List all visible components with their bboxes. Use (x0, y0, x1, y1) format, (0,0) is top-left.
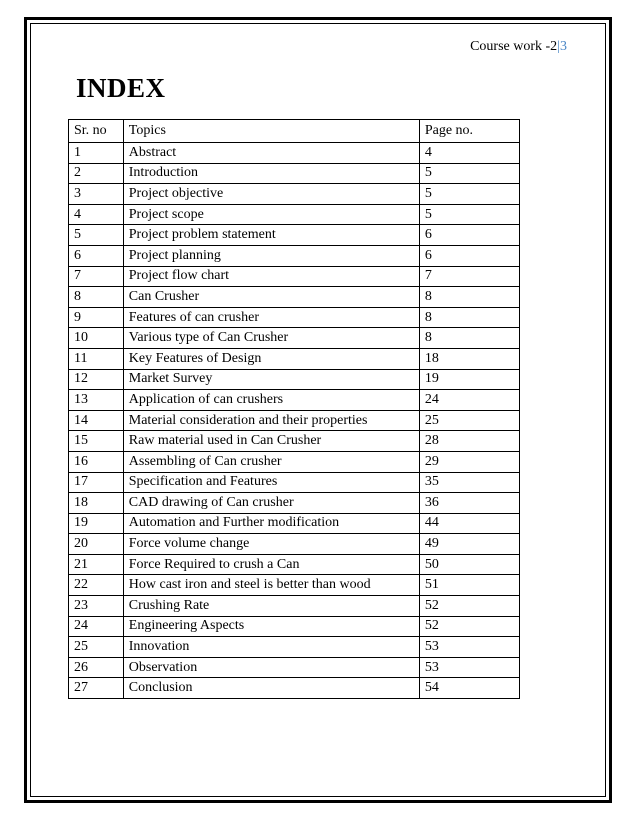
row-topic: Project planning (123, 245, 419, 266)
table-row (69, 287, 520, 308)
table-row (69, 369, 520, 390)
row-topic: How cast iron and steel is better than wood (123, 575, 419, 596)
table-row (69, 328, 520, 349)
row-page-no: 25 (419, 410, 519, 431)
header-separator: | (557, 39, 560, 54)
row-sr-no: 2 (69, 163, 124, 184)
row-topic: Raw material used in Can Crusher (123, 431, 419, 452)
row-sr-no: 20 (69, 534, 124, 555)
course-label: Course work -2 (470, 39, 558, 54)
table-row (69, 266, 520, 287)
row-topic: Introduction (123, 163, 419, 184)
row-sr-no: 4 (69, 204, 124, 225)
table-row (69, 431, 520, 452)
table-row (69, 204, 520, 225)
index-table-body (69, 143, 520, 699)
row-page-no: 5 (419, 204, 519, 225)
row-page-no: 53 (419, 637, 519, 658)
table-header-row (69, 120, 520, 143)
row-sr-no: 6 (69, 245, 124, 266)
row-topic: Various type of Can Crusher (123, 328, 419, 349)
row-topic: Project flow chart (123, 266, 419, 287)
table-row (69, 143, 520, 164)
row-page-no: 52 (419, 596, 519, 617)
row-page-no: 8 (419, 287, 519, 308)
row-topic: Can Crusher (123, 287, 419, 308)
row-page-no: 8 (419, 307, 519, 328)
row-sr-no: 7 (69, 266, 124, 287)
row-sr-no: 19 (69, 513, 124, 534)
row-page-no: 24 (419, 390, 519, 411)
table-row (69, 575, 520, 596)
row-page-no: 4 (419, 143, 519, 164)
table-row (69, 513, 520, 534)
page-title: INDEX (76, 73, 166, 103)
table-row (69, 472, 520, 493)
row-sr-no: 13 (69, 390, 124, 411)
row-sr-no: 11 (69, 348, 124, 369)
row-sr-no: 21 (69, 554, 124, 575)
table-row (69, 184, 520, 205)
row-sr-no: 16 (69, 451, 124, 472)
column-header-topics: Topics (123, 120, 419, 143)
row-sr-no: 10 (69, 328, 124, 349)
row-page-no: 5 (419, 184, 519, 205)
table-row (69, 657, 520, 678)
row-sr-no: 26 (69, 657, 124, 678)
row-page-no: 5 (419, 163, 519, 184)
row-topic: Assembling of Can crusher (123, 451, 419, 472)
row-topic: Market Survey (123, 369, 419, 390)
row-topic: Features of can crusher (123, 307, 419, 328)
row-topic: Force volume change (123, 534, 419, 555)
table-row (69, 163, 520, 184)
table-row (69, 390, 520, 411)
row-page-no: 35 (419, 472, 519, 493)
row-page-no: 49 (419, 534, 519, 555)
row-sr-no: 14 (69, 410, 124, 431)
row-page-no: 7 (419, 266, 519, 287)
column-header-page-no: Page no. (419, 120, 519, 143)
row-topic: Abstract (123, 143, 419, 164)
table-row (69, 554, 520, 575)
row-page-no: 53 (419, 657, 519, 678)
row-topic: Innovation (123, 637, 419, 658)
table-row (69, 493, 520, 514)
row-topic: Key Features of Design (123, 348, 419, 369)
table-row (69, 307, 520, 328)
row-topic: Force Required to crush a Can (123, 554, 419, 575)
row-page-no: 50 (419, 554, 519, 575)
table-row (69, 451, 520, 472)
table-row (69, 348, 520, 369)
row-page-no: 6 (419, 245, 519, 266)
row-sr-no: 8 (69, 287, 124, 308)
row-page-no: 29 (419, 451, 519, 472)
row-topic: Specification and Features (123, 472, 419, 493)
table-row (69, 596, 520, 617)
row-page-no: 18 (419, 348, 519, 369)
row-topic: Application of can crushers (123, 390, 419, 411)
page-header (470, 39, 567, 55)
row-topic: Material consideration and their properties (123, 410, 419, 431)
row-page-no: 8 (419, 328, 519, 349)
row-sr-no: 9 (69, 307, 124, 328)
row-sr-no: 18 (69, 493, 124, 514)
row-topic: Project objective (123, 184, 419, 205)
table-row (69, 225, 520, 246)
row-sr-no: 5 (69, 225, 124, 246)
page-number: 3 (560, 39, 567, 54)
table-row (69, 616, 520, 637)
row-sr-no: 3 (69, 184, 124, 205)
row-sr-no: 17 (69, 472, 124, 493)
row-sr-no: 27 (69, 678, 124, 699)
row-page-no: 6 (419, 225, 519, 246)
table-row (69, 678, 520, 699)
row-topic: Project problem statement (123, 225, 419, 246)
row-sr-no: 25 (69, 637, 124, 658)
row-page-no: 44 (419, 513, 519, 534)
row-topic: Automation and Further modification (123, 513, 419, 534)
table-row (69, 637, 520, 658)
table-row (69, 534, 520, 555)
row-topic: CAD drawing of Can crusher (123, 493, 419, 514)
row-page-no: 52 (419, 616, 519, 637)
index-table (68, 119, 520, 699)
row-sr-no: 15 (69, 431, 124, 452)
row-topic: Conclusion (123, 678, 419, 699)
row-topic: Engineering Aspects (123, 616, 419, 637)
row-sr-no: 1 (69, 143, 124, 164)
row-page-no: 36 (419, 493, 519, 514)
row-page-no: 19 (419, 369, 519, 390)
row-topic: Crushing Rate (123, 596, 419, 617)
row-page-no: 51 (419, 575, 519, 596)
row-topic: Project scope (123, 204, 419, 225)
row-topic: Observation (123, 657, 419, 678)
row-sr-no: 12 (69, 369, 124, 390)
table-row (69, 410, 520, 431)
row-sr-no: 23 (69, 596, 124, 617)
row-sr-no: 24 (69, 616, 124, 637)
row-sr-no: 22 (69, 575, 124, 596)
table-row (69, 245, 520, 266)
column-header-sr-no: Sr. no (69, 120, 124, 143)
row-page-no: 28 (419, 431, 519, 452)
row-page-no: 54 (419, 678, 519, 699)
